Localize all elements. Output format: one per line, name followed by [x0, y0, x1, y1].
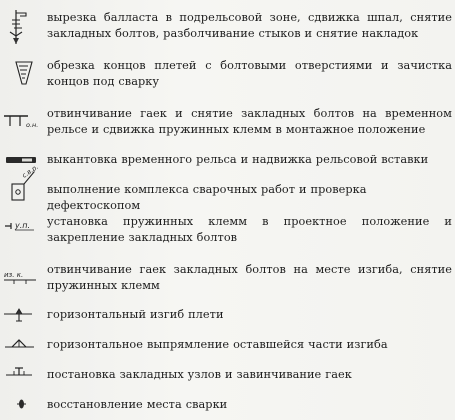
handwritten-mark: у.п.	[15, 221, 31, 230]
weld-restore-icon	[2, 392, 40, 416]
legend-text: установка пружинных клемм в проектное положение и закрепление закладных болтов	[47, 215, 452, 244]
handwritten-mark: из. к.	[4, 271, 24, 279]
welding-icon	[2, 162, 40, 192]
unscrew-nuts-icon	[2, 110, 40, 134]
bend-unscrew-icon	[2, 266, 40, 290]
legend-text: горизонтальный изгиб плети	[47, 308, 224, 321]
legend-text: отвинчивание гаек закладных болтов на месте изгиба, снятие пружинных клемм	[47, 263, 452, 292]
fastening-nodes-icon	[2, 363, 40, 387]
legend-text: вырезка балласта в подрельсовой зоне, сдвижка шпал, снятие закладных болтов, разболчивание стыков и снятие накладок	[47, 11, 452, 40]
legend-text: горизонтальное выпрямление оставшейся части изгиба	[47, 338, 388, 351]
legend-text: обрезка концов плетей с болтовыми отверстиями и зачистка концов под сварку	[47, 59, 452, 88]
horizontal-bend-icon	[2, 303, 40, 327]
legend-text: отвинчивание гаек и снятие закладных болтов на временном рельсе и сдвижка пружинных клемм в монтажное положение	[47, 107, 452, 136]
clamp-install-icon	[2, 216, 40, 240]
rail-end-trim-icon	[2, 60, 40, 84]
straighten-icon	[2, 333, 40, 357]
handwritten-mark: о.н.	[26, 121, 39, 129]
legend-text: выкантовка временного рельса и надвижка рельсовой вставки	[47, 153, 429, 166]
legend-text: восстановление места сварки	[47, 398, 228, 411]
legend-text: выполнение комплекса сварочных работ и проверка дефектоскопом	[47, 183, 367, 212]
ballast-cut-icon	[2, 10, 40, 34]
legend-text: постановка закладных узлов и завинчивание гаек	[47, 368, 352, 381]
handwritten-mark: с.в.р.	[20, 162, 40, 180]
